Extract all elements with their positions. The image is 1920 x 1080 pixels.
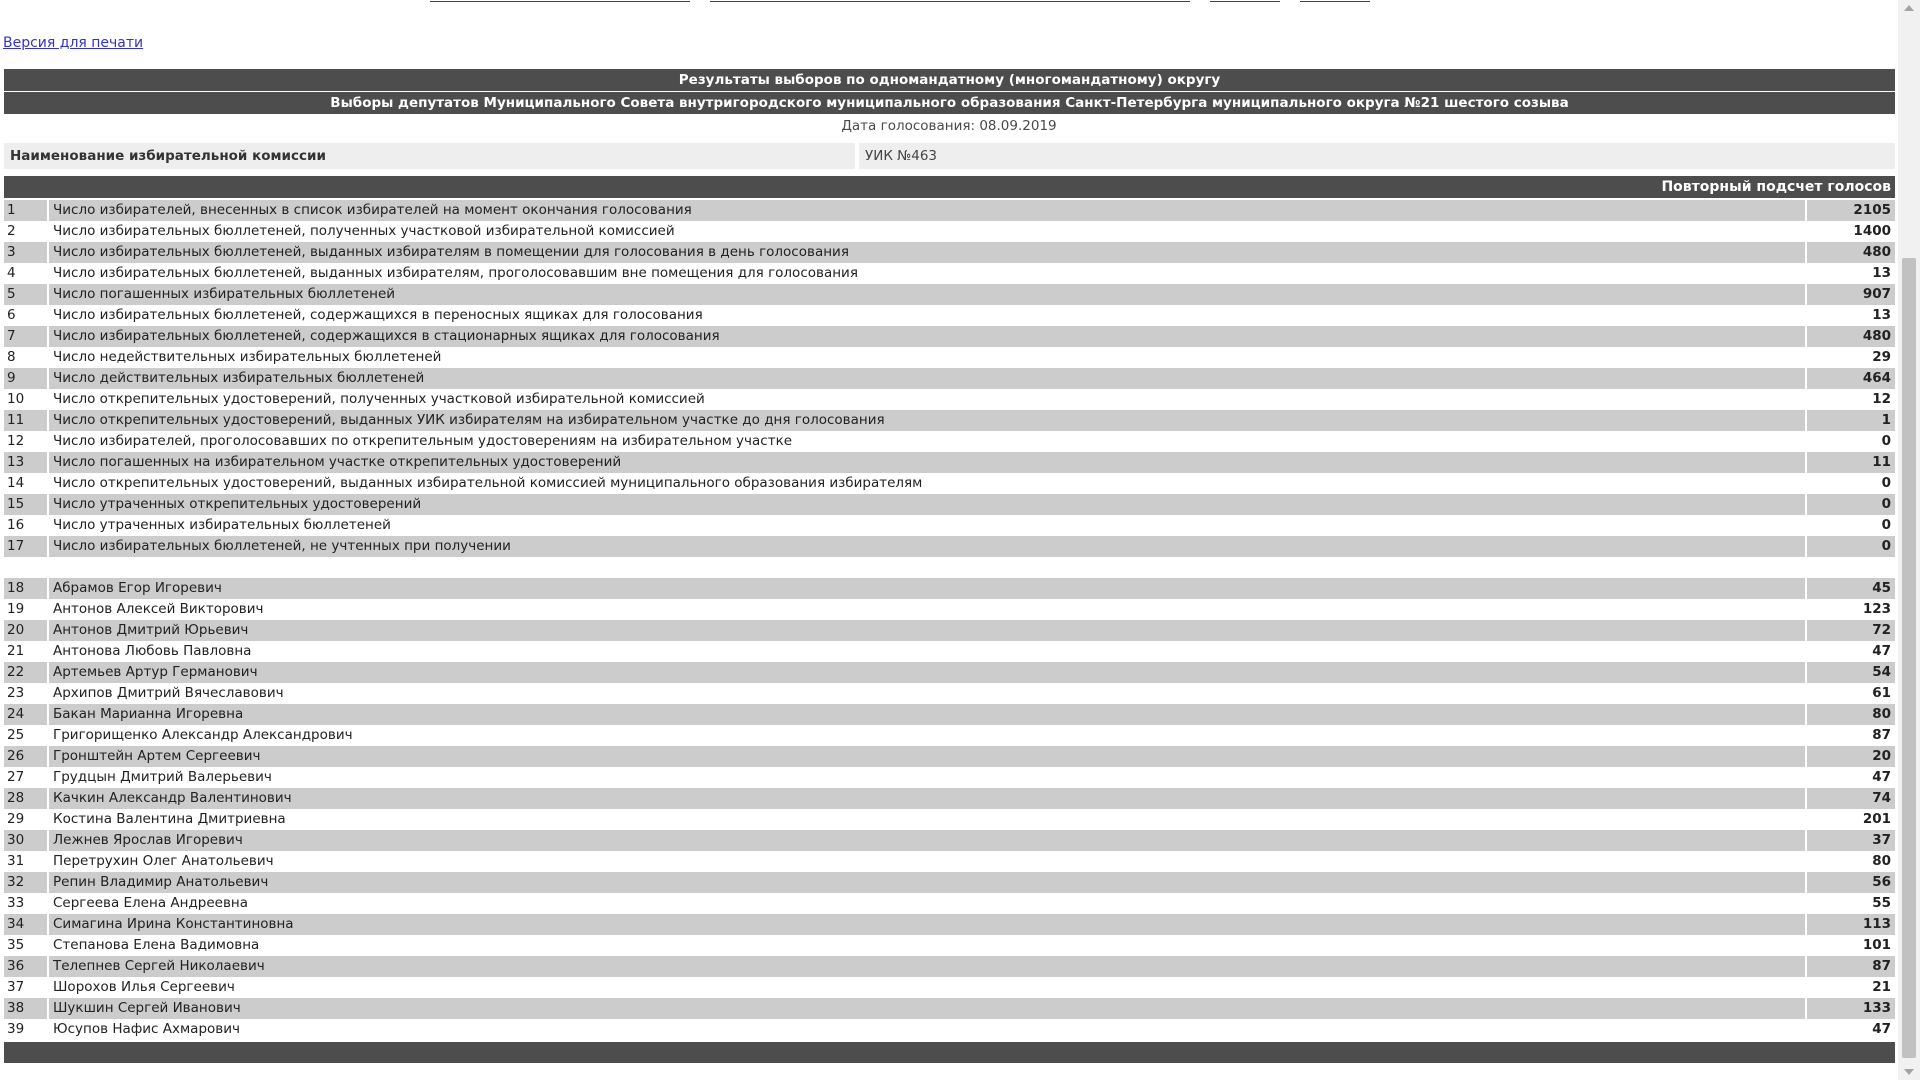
scroll-down-arrow-icon[interactable]: [1904, 1069, 1914, 1075]
row-label: Число избирательных бюллетеней, выданных избирателям, проголосовавшим вне помещения для голосования: [49, 263, 1807, 284]
row-value: 1400: [1853, 223, 1891, 239]
row-number: 17: [4, 536, 49, 557]
row-label: Число открепительных удостоверений, выданных УИК избирателям на избирательном участке до дня голосования: [49, 410, 1807, 431]
row-number: 39: [4, 1019, 49, 1040]
row-number: 10: [4, 389, 49, 410]
row-number: 29: [4, 809, 49, 830]
table-row: [4, 452, 1895, 473]
table-footer: [4, 1042, 1895, 1063]
row-value: 101: [1862, 937, 1891, 953]
table-row: [4, 347, 1895, 368]
row-number: 27: [4, 767, 49, 788]
row-label: Число открепительных удостоверений, полученных участковой избирательной комиссией: [49, 389, 1807, 410]
row-value: 47: [1872, 1021, 1891, 1037]
row-label: Артемьев Артур Германович: [49, 662, 1807, 683]
row-label: Число утраченных открепительных удостоверений: [49, 494, 1807, 515]
row-label: Антонов Алексей Викторович: [49, 599, 1807, 620]
row-label: Число избирательных бюллетеней, содержащихся в переносных ящиках для голосования: [49, 305, 1807, 326]
row-label: Телепнев Сергей Николаевич: [49, 956, 1807, 977]
scrollbar-thumb[interactable]: [1902, 258, 1916, 1058]
table-row: [4, 851, 1895, 872]
row-label: Лежнев Ярослав Игоревич: [49, 830, 1807, 851]
row-number: 18: [4, 578, 49, 599]
row-value: 133: [1862, 1000, 1891, 1016]
row-label: Число избирательных бюллетеней, полученных участковой избирательной комиссией: [49, 221, 1807, 242]
row-number: 22: [4, 662, 49, 683]
row-number: 24: [4, 704, 49, 725]
row-value: 0: [1881, 538, 1891, 554]
print-version-link[interactable]: Версия для печати: [3, 35, 144, 51]
table-row: [4, 998, 1895, 1019]
row-number: 5: [4, 284, 49, 305]
row-value: 0: [1881, 433, 1891, 449]
row-number: 9: [4, 368, 49, 389]
table-row: [4, 284, 1895, 305]
row-label: Число избирательных бюллетеней, не учтенных при получении: [49, 536, 1807, 557]
row-label: Сергеева Елена Андреевна: [49, 893, 1807, 914]
row-value: 37: [1872, 832, 1891, 848]
commission-row: [4, 143, 1895, 169]
candidates-table: [4, 578, 1895, 1040]
table-row: [4, 620, 1895, 641]
table-row: [4, 494, 1895, 515]
table-row: [4, 830, 1895, 851]
row-number: 37: [4, 977, 49, 998]
row-label: Шукшин Сергей Иванович: [49, 998, 1807, 1019]
row-value: 113: [1862, 916, 1891, 932]
row-number: 8: [4, 347, 49, 368]
stats-table: [4, 200, 1895, 557]
table-row: [4, 389, 1895, 410]
row-value: 12: [1872, 391, 1891, 407]
row-value: 72: [1872, 622, 1891, 638]
row-number: 30: [4, 830, 49, 851]
row-value: 29: [1872, 349, 1891, 365]
row-label: Число открепительных удостоверений, выданных избирательной комиссией муниципального образования избирателям: [49, 473, 1807, 494]
table-row: [4, 893, 1895, 914]
row-value: 0: [1881, 517, 1891, 533]
vertical-scrollbar[interactable]: [1898, 0, 1920, 1080]
row-label: Репин Владимир Анатольевич: [49, 872, 1807, 893]
row-value: 13: [1872, 307, 1891, 323]
table-row: [4, 767, 1895, 788]
table-row: [4, 242, 1895, 263]
row-label: Число избирательных бюллетеней, содержащихся в стационарных ящиках для голосования: [49, 326, 1807, 347]
row-value: 61: [1872, 685, 1891, 701]
row-label: Степанова Елена Вадимовна: [49, 935, 1807, 956]
voting-date: [0, 118, 1898, 134]
table-row: [4, 809, 1895, 830]
row-label: Число избирателей, проголосовавших по открепительным удостоверениям на избирательном участке: [49, 431, 1807, 452]
table-row: [4, 872, 1895, 893]
row-value: 45: [1872, 580, 1891, 596]
row-number: 7: [4, 326, 49, 347]
row-label: Число недействительных избирательных бюллетеней: [49, 347, 1807, 368]
table-row: [4, 746, 1895, 767]
row-value: 0: [1881, 475, 1891, 491]
row-value: 55: [1872, 895, 1891, 911]
voting-date-value: 08.09.2019: [979, 118, 1057, 134]
table-row: [4, 641, 1895, 662]
row-value: 56: [1872, 874, 1891, 890]
row-label: Архипов Дмитрий Вячеславович: [49, 683, 1807, 704]
row-number: 36: [4, 956, 49, 977]
row-label: Антонов Дмитрий Юрьевич: [49, 620, 1807, 641]
table-row: [4, 305, 1895, 326]
row-value: 2105: [1853, 202, 1891, 218]
table-row: [4, 935, 1895, 956]
row-number: 35: [4, 935, 49, 956]
row-label: Симагина Ирина Константиновна: [49, 914, 1807, 935]
election-title: Выборы депутатов Муниципального Совета внутригородского муниципального образования Санкт-Петербурга муниципального округа №21 шестого созыва: [4, 92, 1895, 114]
row-number: 12: [4, 431, 49, 452]
row-label: Юсупов Нафис Ахмарович: [49, 1019, 1807, 1040]
row-label: Шорохов Илья Сергеевич: [49, 977, 1807, 998]
row-number: 23: [4, 683, 49, 704]
table-row: [4, 599, 1895, 620]
row-number: 25: [4, 725, 49, 746]
row-number: 21: [4, 641, 49, 662]
row-number: 32: [4, 872, 49, 893]
table-row: [4, 788, 1895, 809]
row-value: 11: [1872, 454, 1891, 470]
table-row: [4, 263, 1895, 284]
row-value: 47: [1872, 643, 1891, 659]
table-row: [4, 704, 1895, 725]
row-value: 47: [1872, 769, 1891, 785]
row-value: 21: [1872, 979, 1891, 995]
row-value: 907: [1862, 286, 1891, 302]
row-number: 16: [4, 515, 49, 536]
row-value: 87: [1872, 727, 1891, 743]
table-row: [4, 410, 1895, 431]
commission-label: Наименование избирательной комиссии: [4, 143, 855, 169]
table-row: [4, 977, 1895, 998]
table-row: [4, 200, 1895, 221]
scroll-up-arrow-icon[interactable]: [1904, 5, 1914, 11]
row-label: Костина Валентина Дмитриевна: [49, 809, 1807, 830]
row-value: 80: [1872, 706, 1891, 722]
row-label: Число действительных избирательных бюллетеней: [49, 368, 1807, 389]
table-row: [4, 725, 1895, 746]
row-value: 80: [1872, 853, 1891, 869]
row-label: Число избирателей, внесенных в список избирателей на момент окончания голосования: [49, 200, 1807, 221]
row-number: 1: [4, 200, 49, 221]
row-label: Абрамов Егор Игоревич: [49, 578, 1807, 599]
row-value: 201: [1862, 811, 1891, 827]
table-row: [4, 368, 1895, 389]
row-number: 19: [4, 599, 49, 620]
row-number: 3: [4, 242, 49, 263]
row-value: 87: [1872, 958, 1891, 974]
table-row: [4, 473, 1895, 494]
row-label: Число погашенных избирательных бюллетеней: [49, 284, 1807, 305]
table-header: Повторный подсчет голосов: [4, 176, 1895, 198]
table-row: [4, 326, 1895, 347]
row-value: 13: [1872, 265, 1891, 281]
commission-value: УИК №463: [859, 143, 1895, 169]
row-value: 464: [1862, 370, 1891, 386]
row-number: 11: [4, 410, 49, 431]
table-row: [4, 1019, 1895, 1040]
table-row: [4, 536, 1895, 557]
row-label: Гронштейн Артем Сергеевич: [49, 746, 1807, 767]
row-number: 28: [4, 788, 49, 809]
row-number: 6: [4, 305, 49, 326]
row-value: 480: [1862, 244, 1891, 260]
row-number: 15: [4, 494, 49, 515]
row-label: Число утраченных избирательных бюллетеней: [49, 515, 1807, 536]
row-value: 480: [1862, 328, 1891, 344]
table-row: [4, 956, 1895, 977]
row-number: 31: [4, 851, 49, 872]
row-label: Антонова Любовь Павловна: [49, 641, 1807, 662]
row-label: Грудцын Дмитрий Валерьевич: [49, 767, 1807, 788]
row-label: Качкин Александр Валентинович: [49, 788, 1807, 809]
voting-date-label: Дата голосования:: [841, 118, 976, 134]
row-value: 54: [1872, 664, 1891, 680]
row-number: 26: [4, 746, 49, 767]
row-label: Перетрухин Олег Анатольевич: [49, 851, 1807, 872]
results-title: Результаты выборов по одномандатному (многомандатному) округу: [4, 69, 1895, 91]
table-row: [4, 221, 1895, 242]
row-number: 34: [4, 914, 49, 935]
row-label: Число погашенных на избирательном участке открепительных удостоверений: [49, 452, 1807, 473]
row-number: 14: [4, 473, 49, 494]
row-label: Бакан Марианна Игоревна: [49, 704, 1807, 725]
table-row: [4, 683, 1895, 704]
row-number: 33: [4, 893, 49, 914]
row-number: 20: [4, 620, 49, 641]
row-value: 74: [1872, 790, 1891, 806]
row-number: 2: [4, 221, 49, 242]
row-value: 1: [1881, 412, 1891, 428]
row-number: 38: [4, 998, 49, 1019]
row-number: 4: [4, 263, 49, 284]
row-value: 0: [1881, 496, 1891, 512]
row-value: 123: [1862, 601, 1891, 617]
row-label: Григорищенко Александр Александрович: [49, 725, 1807, 746]
row-label: Число избирательных бюллетеней, выданных избирателям в помещении для голосования в день голосования: [49, 242, 1807, 263]
table-row: [4, 431, 1895, 452]
table-row: [4, 662, 1895, 683]
table-row: [4, 914, 1895, 935]
table-row: [4, 515, 1895, 536]
row-number: 13: [4, 452, 49, 473]
table-row: [4, 578, 1895, 599]
row-value: 20: [1872, 748, 1891, 764]
